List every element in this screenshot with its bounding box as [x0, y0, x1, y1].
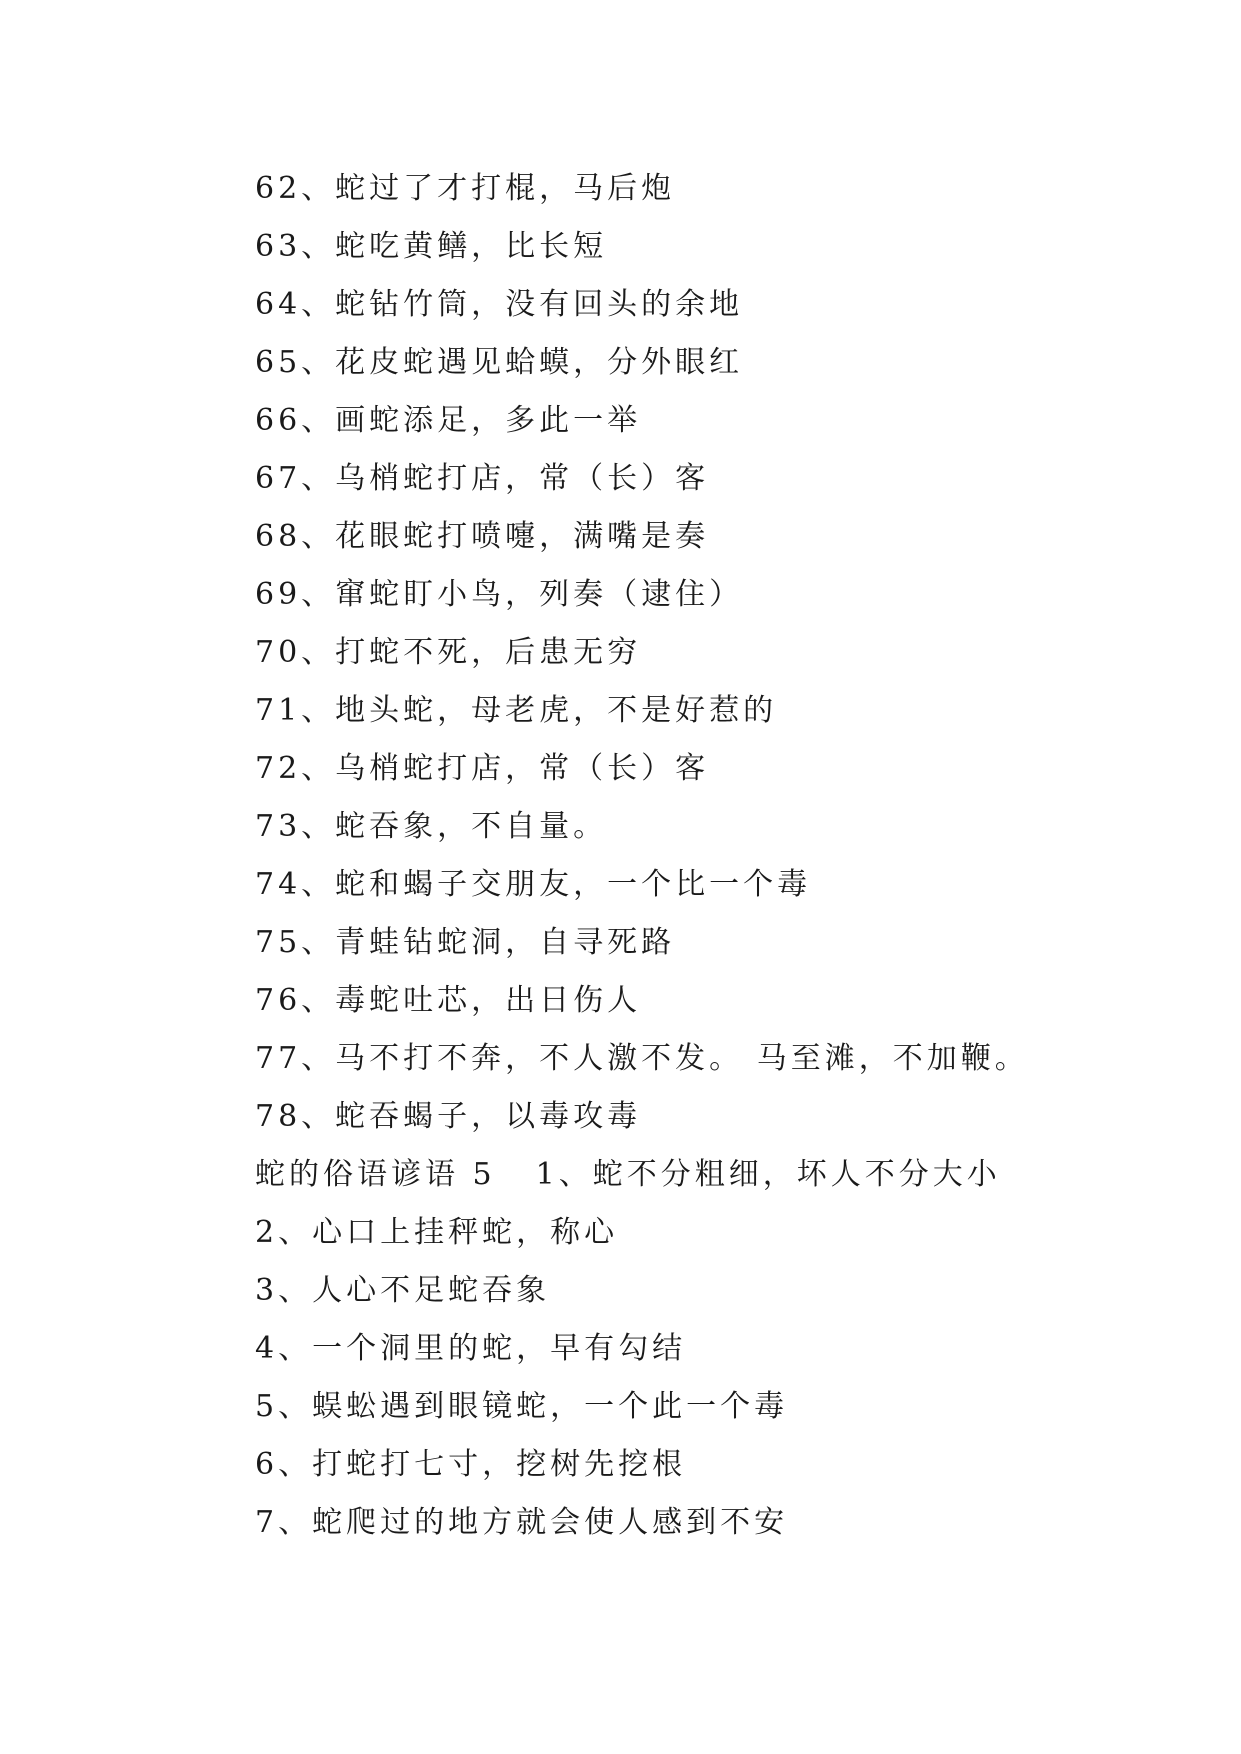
text-line: 3、人心不足蛇吞象 [255, 1273, 551, 1308]
text-line: 78、蛇吞蝎子，以毒攻毒 [255, 1099, 642, 1134]
text-line: 71、地头蛇，母老虎，不是好惹的 [255, 693, 778, 728]
text-line: 5、蜈蚣遇到眼镜蛇，一个此一个毒 [255, 1389, 789, 1424]
text-line: 62、蛇过了才打棍，马后炮 [255, 171, 676, 206]
text-line: 65、花皮蛇遇见蛤蟆，分外眼红 [255, 345, 744, 380]
text-line: 77、马不打不奔，不人激不发。 马至滩，不加鞭。 [255, 1041, 1029, 1076]
text-line: 76、毒蛇吐芯，出日伤人 [255, 983, 642, 1018]
text-line: 67、乌梢蛇打店，常（长）客 [255, 461, 710, 496]
text-line: 72、乌梢蛇打店，常（长）客 [255, 751, 710, 786]
text-line: 73、蛇吞象，不自量。 [255, 809, 608, 844]
document-body [255, 160, 1155, 1552]
text-line: 74、蛇和蝎子交朋友，一个比一个毒 [255, 867, 812, 902]
text-line: 69、窜蛇盯小鸟，列奏（逮住） [255, 577, 744, 612]
section-heading-line [255, 1146, 1155, 1204]
text-line: 68、花眼蛇打喷嚏，满嘴是奏 [255, 519, 710, 554]
text-line: 70、打蛇不死，后患无穷 [255, 635, 642, 670]
text-line: 7、蛇爬过的地方就会使人感到不安 [255, 1505, 789, 1540]
text-line: 64、蛇钻竹筒，没有回头的余地 [255, 287, 744, 322]
section-first-item: 1、蛇不分粗细，坏人不分大小 [535, 1157, 1001, 1192]
text-line: 4、一个洞里的蛇，早有勾结 [255, 1331, 687, 1366]
text-line: 2、心口上挂秤蛇，称心 [255, 1215, 619, 1250]
text-line: 6、打蛇打七寸，挖树先挖根 [255, 1447, 687, 1482]
text-line: 75、青蛙钻蛇洞，自寻死路 [255, 925, 676, 960]
section-title: 蛇的俗语谚语 5 [255, 1157, 496, 1192]
text-line: 66、画蛇添足，多此一举 [255, 403, 642, 438]
text-line: 63、蛇吃黄鳝，比长短 [255, 229, 608, 264]
